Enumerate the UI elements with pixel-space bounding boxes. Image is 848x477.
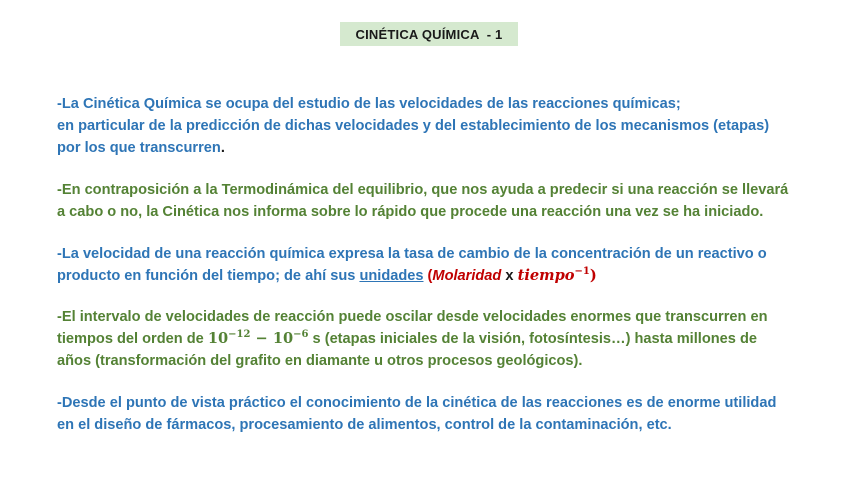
- text-line: en particular de la predicción de dichas velocidades y del establecimiento de los mecanismos (etapas): [57, 118, 770, 134]
- text-line: [57, 328, 768, 350]
- paren-open: (: [423, 268, 433, 284]
- tiempo-math: tiempo: [517, 267, 575, 284]
- paragraph-velocity: [57, 243, 767, 287]
- power-exponent-1: −12: [228, 329, 251, 341]
- slide-title: CINÉTICA QUÍMICA - 1: [340, 22, 518, 46]
- text-segment: s (etapas iniciales de la visión, fotosíntesis…) hasta millones de: [308, 331, 757, 347]
- text-segment: producto en función del tiempo; de ahí sus: [57, 268, 360, 284]
- text-line: [57, 265, 767, 287]
- power-base-1: 10: [207, 330, 229, 347]
- text-segment: tiempos del orden de: [57, 331, 208, 347]
- paren-close: ): [589, 267, 597, 284]
- text-line: en el diseño de fármacos, procesamiento de alimentos, control de la contaminación, etc.: [57, 417, 672, 433]
- paragraph-interval: [57, 306, 768, 372]
- paragraph-practical: [57, 392, 776, 436]
- text-line: a cabo o no, la Cinética nos informa sobre lo rápido que procede una reacción una vez se ha iniciado.: [57, 204, 764, 220]
- text-line: -En contraposición a la Termodinámica del equilibrio, que nos ayuda a predecir si una reacción se llevará: [57, 182, 789, 198]
- paragraph-thermodynamics: [57, 179, 788, 223]
- paragraph-definition: [57, 93, 769, 159]
- power-base-2: 10: [272, 330, 294, 347]
- text-line: [57, 137, 769, 159]
- text-line: -La Cinética Química se ocupa del estudio de las velocidades de las reacciones químicas;: [57, 96, 681, 112]
- text-line: -La velocidad de una reacción química expresa la tasa de cambio de la concentración de un reactivo o: [57, 246, 767, 262]
- tiempo-exponent: −1: [574, 266, 590, 278]
- text-segment: por los que transcurren: [57, 140, 221, 156]
- units-word: unidades: [359, 268, 424, 284]
- text-line: años (transformación del grafito en diamante u otros procesos geológicos).: [57, 353, 583, 369]
- text-line: -El intervalo de velocidades de reacción puede oscilar desde velocidades enormes que transcurren en: [57, 309, 768, 325]
- times-symbol: x: [501, 268, 518, 284]
- minus-sign: −: [250, 330, 273, 347]
- text-line: -Desde el punto de vista práctico el conocimiento de la cinética de las reacciones es de enorme utilidad: [57, 395, 777, 411]
- period: .: [220, 140, 225, 156]
- molaridad-text: Molaridad: [432, 268, 502, 284]
- power-exponent-2: −6: [293, 329, 309, 341]
